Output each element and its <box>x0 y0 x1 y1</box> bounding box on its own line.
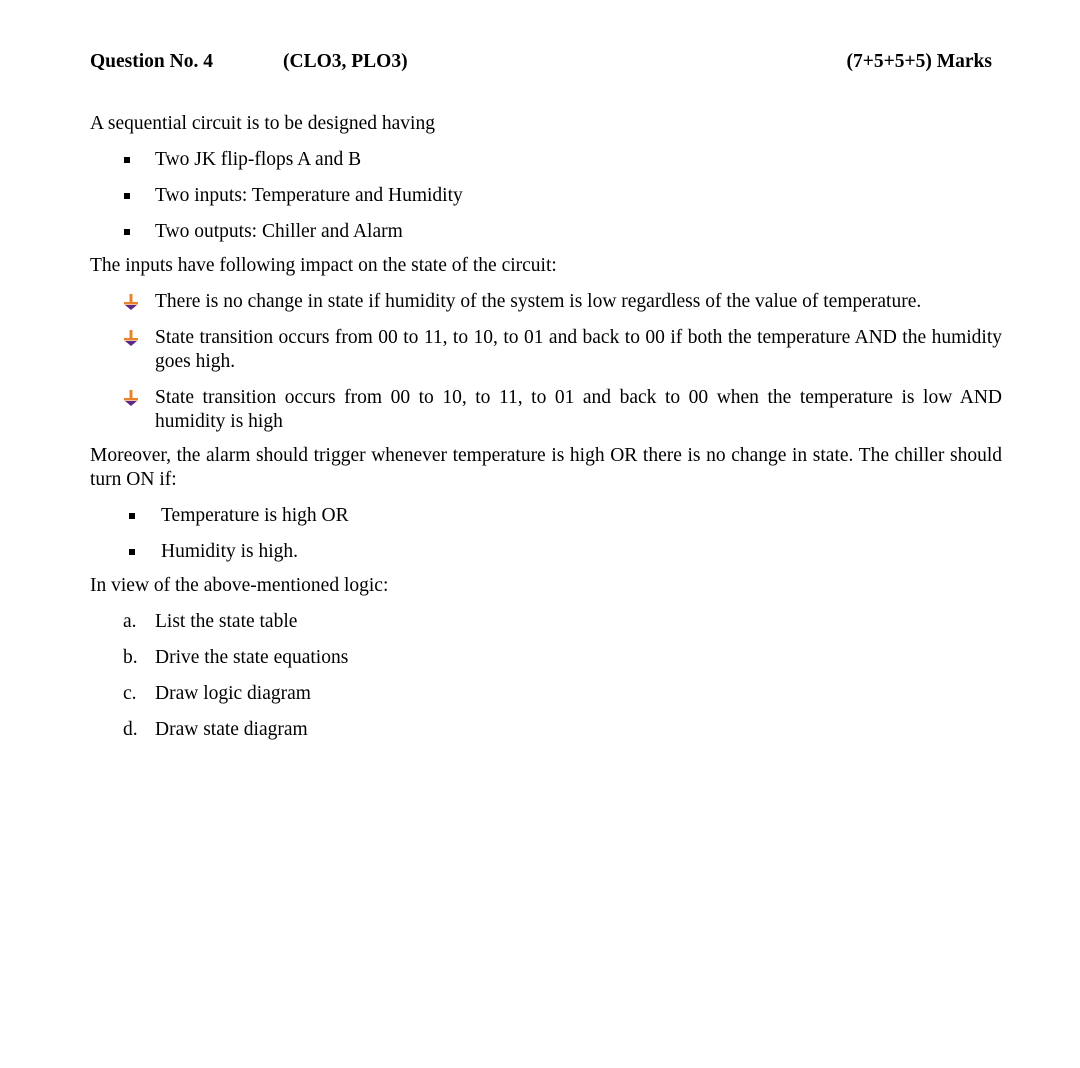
task-list <box>90 610 1002 742</box>
list-item <box>90 290 1002 314</box>
square-bullet-icon <box>124 157 130 163</box>
list-item-text: Two outputs: Chiller and Alarm <box>155 221 403 242</box>
rules-list <box>90 290 1002 434</box>
rule-text: State transition occurs from 00 to 11, to 10, to 01 and back to 00 if both the temperature AND the humidity goes high. <box>155 327 1002 372</box>
list-item-text: Humidity is high. <box>161 541 299 562</box>
component-list <box>90 148 1002 244</box>
list-item <box>90 682 1002 706</box>
list-item <box>90 646 1002 670</box>
list-item <box>90 326 1002 374</box>
rule-text: There is no change in state if humidity of the system is low regardless of the value of temperature. <box>155 291 922 312</box>
square-bullet-icon <box>124 229 130 235</box>
task-label: a. <box>123 611 137 632</box>
square-bullet-icon <box>124 193 130 199</box>
square-bullet-icon <box>129 513 135 519</box>
task-label: c. <box>123 683 137 704</box>
intro-text: A sequential circuit is to be designed having <box>90 113 435 134</box>
question-number: Question No. 4 <box>90 51 213 72</box>
task-label: d. <box>123 719 138 740</box>
down-arrow-icon <box>123 330 139 346</box>
task-text: List the state table <box>155 611 298 632</box>
chiller-condition-list <box>90 504 1002 564</box>
moreover-text: Moreover, the alarm should trigger whenever temperature is high OR there is no change in state. The chiller should turn ON if: <box>90 445 1002 490</box>
down-arrow-icon <box>123 294 139 310</box>
list-item <box>90 718 1002 742</box>
view-intro-text: In view of the above-mentioned logic: <box>90 575 389 596</box>
task-text: Draw logic diagram <box>155 683 311 704</box>
list-item <box>90 540 1002 564</box>
rule-text: State transition occurs from 00 to 10, to 11, to 01 and back to 00 when the temperature is low AND humidity is high <box>155 387 1002 432</box>
square-bullet-icon <box>129 549 135 555</box>
task-text: Draw state diagram <box>155 719 308 740</box>
list-item <box>90 148 1002 172</box>
list-item-text: Two JK flip-flops A and B <box>155 149 362 170</box>
question-body <box>90 112 1002 742</box>
list-item-text: Temperature is high OR <box>161 505 349 526</box>
list-item <box>90 386 1002 434</box>
inputs-intro-text: The inputs have following impact on the state of the circuit: <box>90 255 557 276</box>
list-item-text: Two inputs: Temperature and Humidity <box>155 185 463 206</box>
list-item <box>90 220 1002 244</box>
list-item <box>90 184 1002 208</box>
question-header <box>90 50 992 76</box>
list-item <box>90 610 1002 634</box>
task-text: Drive the state equations <box>155 647 349 668</box>
down-arrow-icon <box>123 390 139 406</box>
task-label: b. <box>123 647 138 668</box>
marks-label: (7+5+5+5) Marks <box>846 51 992 72</box>
list-item <box>90 504 1002 528</box>
clo-plo-tag: (CLO3, PLO3) <box>283 51 408 72</box>
